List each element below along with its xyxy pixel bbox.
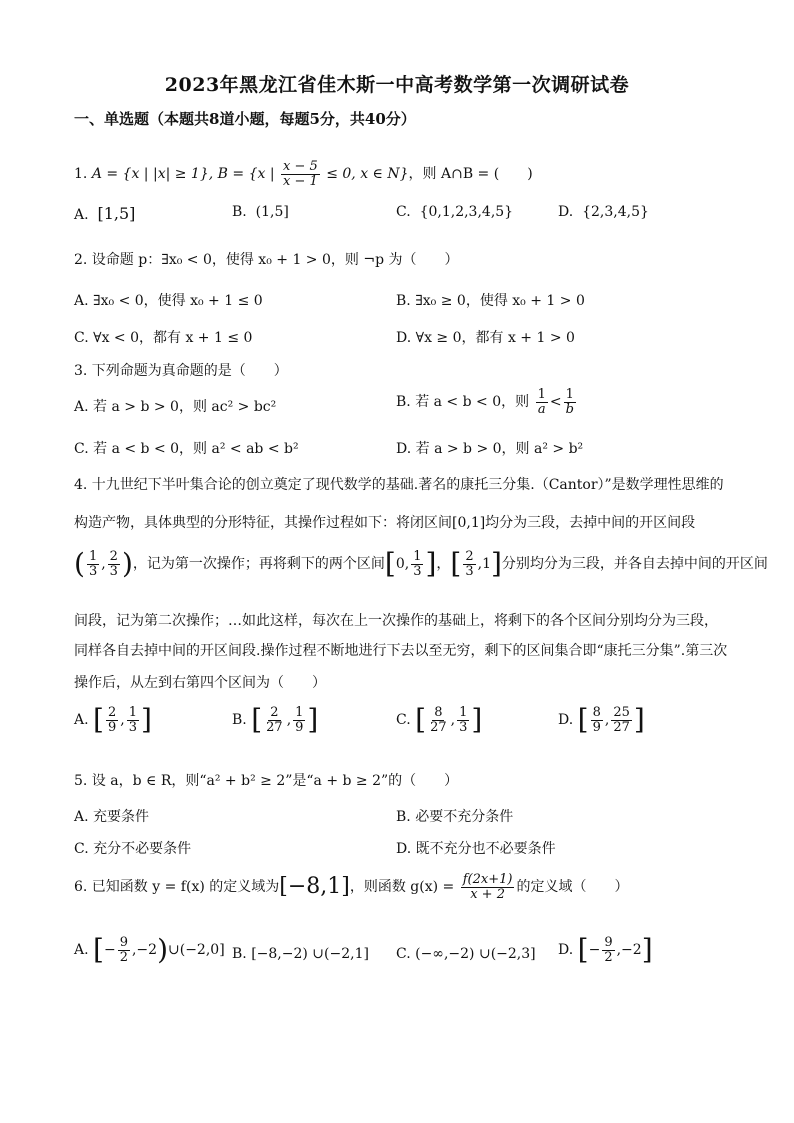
q5-stem: 5. 设 a，b ∈ R，则“a² + b² ≥ 2”是“a + b ≥ 2”的（ ） [74, 773, 459, 789]
q6-option-c: C. (−∞,−2) ∪(−2,3] [396, 946, 536, 962]
q2-option-c: C. ∀x < 0，都有 x + 1 ≤ 0 [74, 330, 253, 346]
q4-line-4: 间段，记为第二次操作；…如此这样，每次在上一次操作的基础上，将剩下的各个区间分别均分为三段， [74, 613, 718, 629]
q4-line-2: 构造产物，具体典型的分形特征，其操作过程如下：将闭区间[0,1]均分为三段，去掉中间的开区间段 [74, 515, 696, 531]
q4-option-a: A. [ $\frac{2}{9}$ , $\frac{1}{3}$ ] [74, 703, 152, 737]
q1-option-c: C. {0,1,2,3,4,5} [396, 204, 514, 220]
page-title: 2023年黑龙江省佳木斯一中高考数学第一次调研试卷 [164, 74, 630, 96]
q6-option-d: D. [− $\frac{9}{2}$ ,−2] [558, 933, 653, 967]
q4-option-b: B. [ $\frac{2}{27}$ , $\frac{1}{9}$ ] [232, 703, 319, 737]
q4-line-6: 操作后，从左到右第四个区间为（ ） [74, 675, 326, 691]
q2-stem: 2. 设命题 p：∃x₀ < 0，使得 x₀ + 1 > 0，则 ¬p 为（ ） [74, 252, 459, 268]
section-heading: 一、单选题（本题共8道小题，每题5分，共40分） [74, 110, 416, 128]
q6-option-a: A. [− $\frac{9}{2}$ ,−2)∪(−2,0] [74, 933, 225, 967]
q1-fraction: $\frac{x - 5}{x - 1}$ [283, 159, 318, 189]
q3-option-b: B. 若 a < b < 0，则 $\frac{1}{a}$ < $\frac{1}{b}$ [396, 387, 574, 417]
q4-line-1: 4. 十九世纪下半叶集合论的创立奠定了现代数学的基础.著名的康托三分集.（Cantor）”是数学理性思维的 [74, 477, 724, 493]
q4-line-5: 同样各自去掉中间的开区间段.操作过程不断地进行下去以至无穷，剩下的区间集合即“康托三分集”.第三次 [74, 643, 728, 659]
q2-option-a: A. ∃x₀ < 0，使得 x₀ + 1 ≤ 0 [74, 293, 263, 309]
q1-option-b: B. (1,5] [232, 204, 289, 220]
q3-stem: 3. 下列命题为真命题的是（ ） [74, 363, 288, 379]
q3-option-d: D. 若 a > b > 0，则 a² > b² [396, 441, 584, 457]
q6-stem: 6. 已知函数 y = f(x) 的定义域为[−8,1]，则函数 g(x) = $\frac{f(2x+1)}{x + 2}$ 的定义域（ ） [74, 872, 629, 902]
q5-option-b: B. 必要不充分条件 [396, 809, 514, 825]
q6-option-b: B. [−8,−2) ∪(−2,1] [232, 946, 369, 962]
q4-option-c: C. [ $\frac{8}{27}$ , $\frac{1}{3}$ ] [396, 703, 483, 737]
q1-option-d: D. {2,3,4,5} [558, 204, 649, 220]
q2-option-d: D. ∀x ≥ 0，都有 x + 1 > 0 [396, 330, 575, 346]
q1-option-a: A. [1,5] [74, 204, 136, 223]
q4-line-3: ( $\frac{1}{3}$ , $\frac{2}{3}$ )，记为第一次操作；再将剩下的两个区间[0, $\frac{1}{3}$ ]，[ $\frac{2}{3}$ ,1]分别均分为三段，并各自去掉中间的开区间 [74, 547, 768, 581]
q5-option-d: D. 既不充分也不必要条件 [396, 841, 556, 857]
q6-fraction: $\frac{f(2x+1)}{x + 2}$ [462, 872, 513, 902]
q4-option-d: D. [ $\frac{8}{9}$ , $\frac{25}{27}$ ] [558, 703, 645, 737]
q5-option-c: C. 充分不必要条件 [74, 841, 192, 857]
q1-stem: 1. A = {x | |x| ≥ 1}, B = {x | $\frac{x - 5}{x - 1}$ ≤ 0, x ∈ N}，则 A∩B = ( ) [74, 159, 533, 189]
q3-option-a: A. 若 a > b > 0，则 ac² > bc² [74, 399, 277, 415]
q5-option-a: A. 充要条件 [74, 809, 150, 825]
q3-option-c: C. 若 a < b < 0，则 a² < ab < b² [74, 441, 299, 457]
q2-option-b: B. ∃x₀ ≥ 0，使得 x₀ + 1 > 0 [396, 293, 585, 309]
